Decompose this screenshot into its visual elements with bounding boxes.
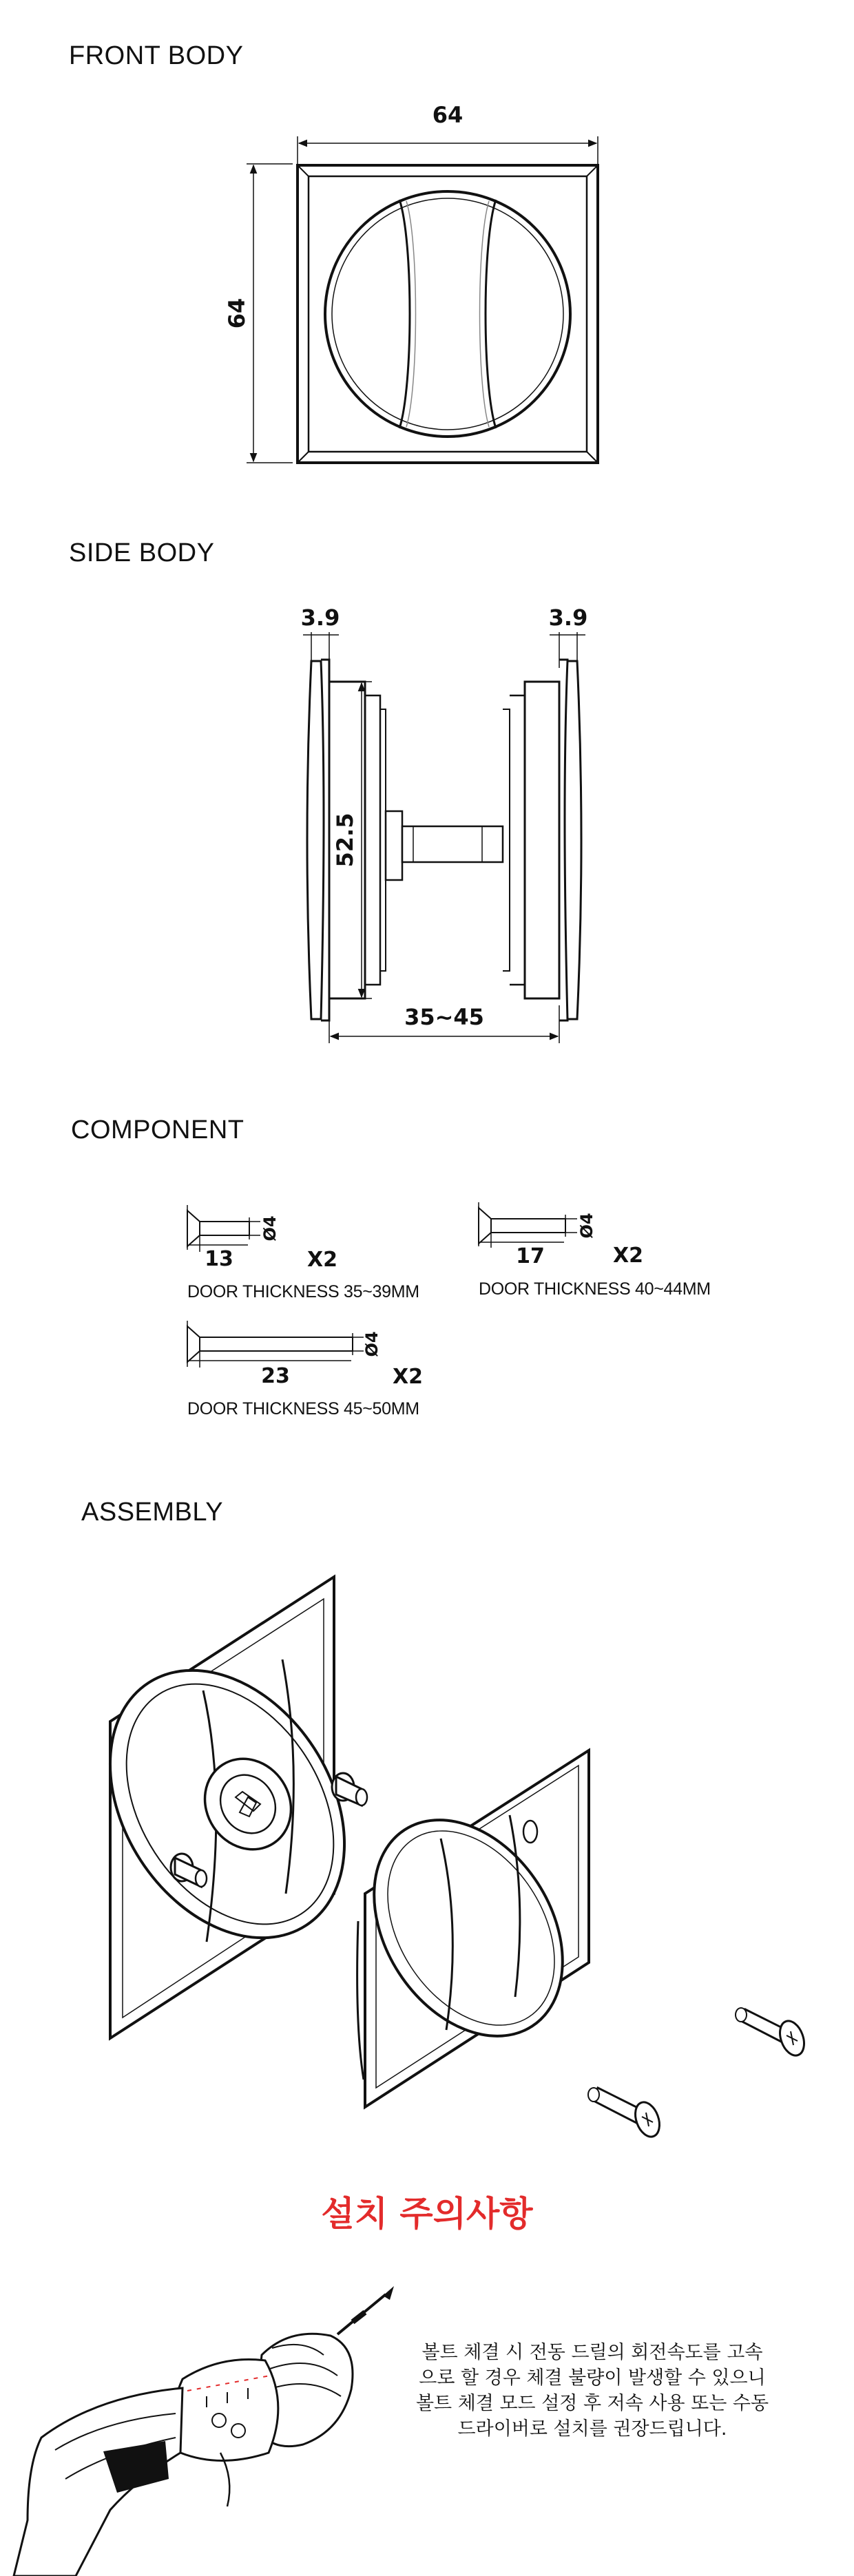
side-right-dim: 3.9: [548, 605, 588, 631]
loose-screws: [588, 2008, 809, 2140]
screw-3-note: DOOR THICKNESS 45~50MM: [187, 1399, 419, 1418]
screw-1-diameter: Ø4: [260, 1215, 280, 1242]
component-title: COMPONENT: [71, 1116, 244, 1144]
screw-2-length: 17: [516, 1244, 545, 1268]
front-width-dim: 64: [432, 103, 464, 128]
screw-1-note: DOOR THICKNESS 35~39MM: [187, 1282, 419, 1301]
caution-text: [406, 2340, 778, 2442]
side-body-title: SIDE BODY: [69, 538, 215, 567]
caution-line-1: 볼트 체결 시 전동 드릴의 회전속도를 고속: [421, 2342, 763, 2363]
side-body-drawing: [0, 592, 854, 1060]
front-plate: [335, 1750, 601, 2107]
screw-17: [479, 1202, 596, 1268]
rear-plate: [62, 1577, 393, 2038]
screw-3-length: 23: [261, 1364, 290, 1388]
side-depth-dim: 35~45: [404, 1004, 484, 1030]
caution-title: 설치 주의사항: [321, 2194, 533, 2234]
component-drawing: [0, 1191, 854, 1425]
caution-line-2: 으로 할 경우 체결 불량이 발생할 수 있으니: [419, 2367, 766, 2389]
side-left-dim: 3.9: [300, 605, 340, 631]
screw-23: [187, 1321, 382, 1388]
assembly-title: ASSEMBLY: [81, 1498, 224, 1527]
screw-3-diameter: Ø4: [362, 1331, 382, 1357]
caution-line-3: 볼트 체결 모드 설정 후 저속 사용 또는 수동: [415, 2393, 769, 2414]
front-body-drawing: [0, 103, 854, 489]
screw-3-quantity: X2: [393, 1365, 424, 1389]
screw-2-quantity: X2: [613, 1244, 644, 1268]
side-height-dim: 52.5: [332, 813, 358, 868]
drill-illustration: [0, 2272, 413, 2576]
front-height-dim: 64: [224, 297, 250, 329]
screw-13: [187, 1205, 280, 1271]
front-body-title: FRONT BODY: [69, 41, 244, 70]
screw-1-length: 13: [205, 1247, 233, 1271]
assembly-drawing: [0, 1570, 854, 2155]
screw-2-note: DOOR THICKNESS 40~44MM: [479, 1279, 711, 1299]
screw-2-diameter: Ø4: [577, 1213, 596, 1239]
screw-1-quantity: X2: [307, 1248, 338, 1272]
caution-line-4: 드라이버로 설치를 권장드립니다.: [457, 2418, 727, 2440]
